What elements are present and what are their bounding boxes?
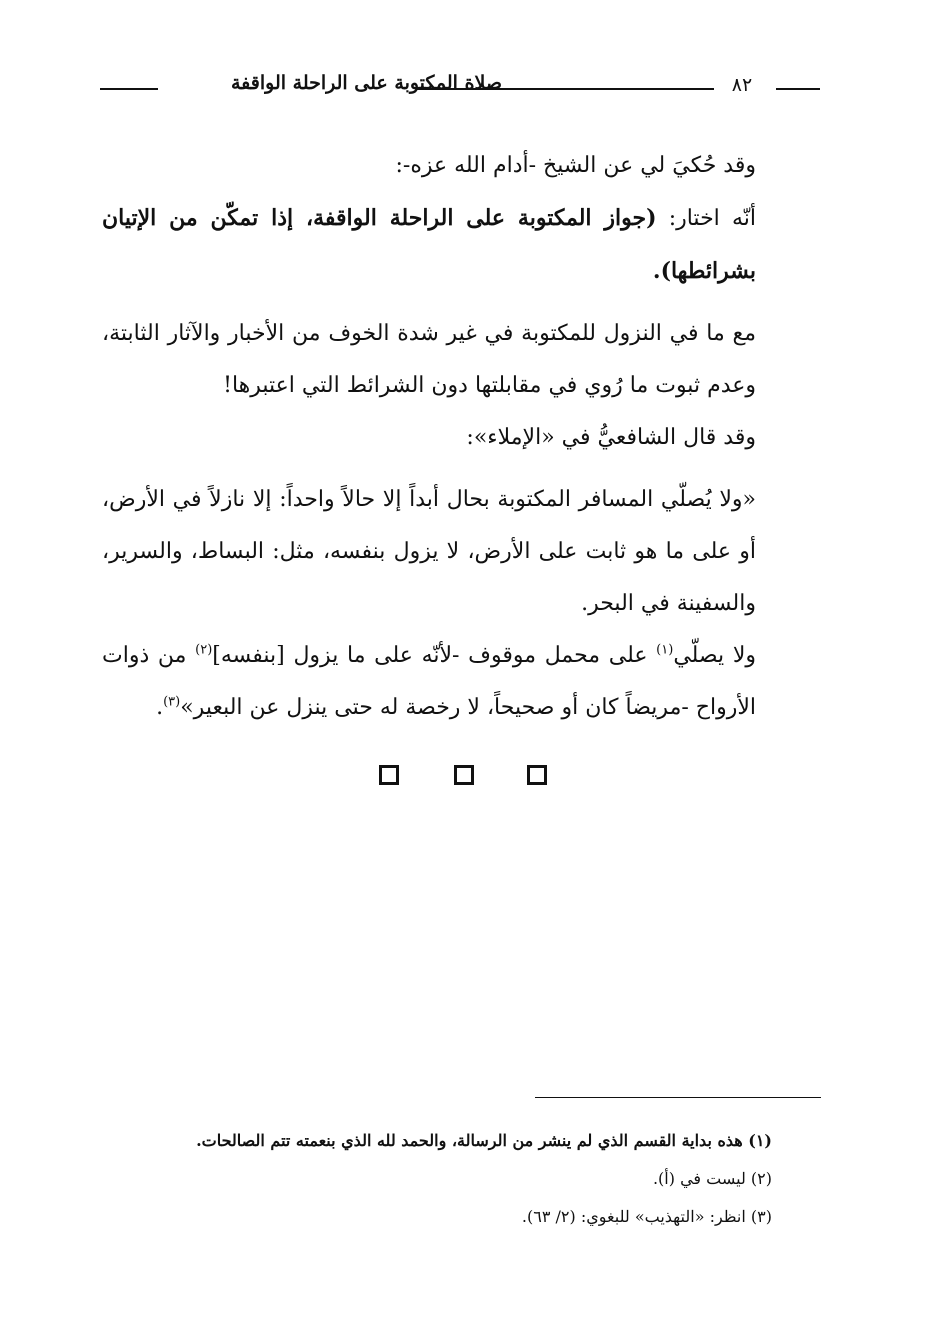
footnote-1: (١) هذه بداية القسم الذي لم ينشر من الرسالة، والحمد لله الذي بنعمته تتم الصالحات. bbox=[196, 1131, 772, 1150]
footnote-separator bbox=[535, 1097, 821, 1098]
footnote-ref-2[interactable]: (٢) bbox=[195, 642, 213, 658]
main-text bbox=[102, 140, 818, 734]
square-icon bbox=[527, 765, 547, 785]
text-span: من ذوات الأرواح -مريضاً كان أو صحيحاً، لا رخصة له حتى ينزل عن البعير» bbox=[102, 643, 756, 720]
footnotes bbox=[112, 1122, 772, 1236]
paragraph: وقد حُكيَ لي عن الشيخ -أدام الله عزه-: bbox=[395, 153, 756, 178]
paragraph: وقد قال الشافعيُّ في «الإملاء»: bbox=[466, 425, 756, 450]
paragraph: مع ما في النزول للمكتوبة في غير شدة الخوف من الأخبار والآثار الثابتة، وعدم ثبوت ما رُوي في مقابلتها دون الشرائط التي اعتبرها! bbox=[102, 321, 756, 398]
section-separator bbox=[0, 765, 933, 787]
header-rule-middle bbox=[416, 88, 714, 90]
header-rule-right bbox=[776, 88, 820, 90]
page-header bbox=[100, 70, 820, 104]
text-span: ولا يصلّي bbox=[673, 643, 756, 668]
footnote-ref-3[interactable]: (٣) bbox=[163, 694, 181, 710]
paragraph: «ولا يُصلّي المسافر المكتوبة بحال أبداً إلا حالاً واحداً: إلا نازلاً في الأرض، أو على ما هو ثابت على الأرض، لا يزول بنفسه، مثل: البساط، والسرير، والسفينة في البحر. bbox=[102, 487, 756, 616]
bold-quote: (جواز المكتوبة على الراحلة الواقفة، إذا تمكّن من الإتيان بشرائطها). bbox=[102, 205, 756, 284]
paragraph-lead: أنّه اختار: bbox=[656, 206, 757, 231]
page-number: ٨٢ bbox=[731, 74, 753, 96]
text-span: . bbox=[156, 695, 164, 720]
square-icon bbox=[454, 765, 474, 785]
footnote-ref-1[interactable]: (١) bbox=[656, 642, 674, 658]
square-icon bbox=[379, 765, 399, 785]
paragraph bbox=[102, 630, 818, 734]
footnote-2: (٢) ليست في (أ). bbox=[652, 1169, 772, 1188]
paragraph bbox=[102, 192, 818, 298]
text-span: على محمل موقوف -لأنّه على ما يزول [بنفسه] bbox=[212, 643, 657, 668]
header-rule-left bbox=[100, 88, 158, 90]
footnote-3: (٣) انظر: «التهذيب» للبغوي: (٢/ ٦٣). bbox=[521, 1207, 772, 1226]
running-title: صلاة المكتوبة على الراحلة الواقفة bbox=[230, 72, 502, 94]
